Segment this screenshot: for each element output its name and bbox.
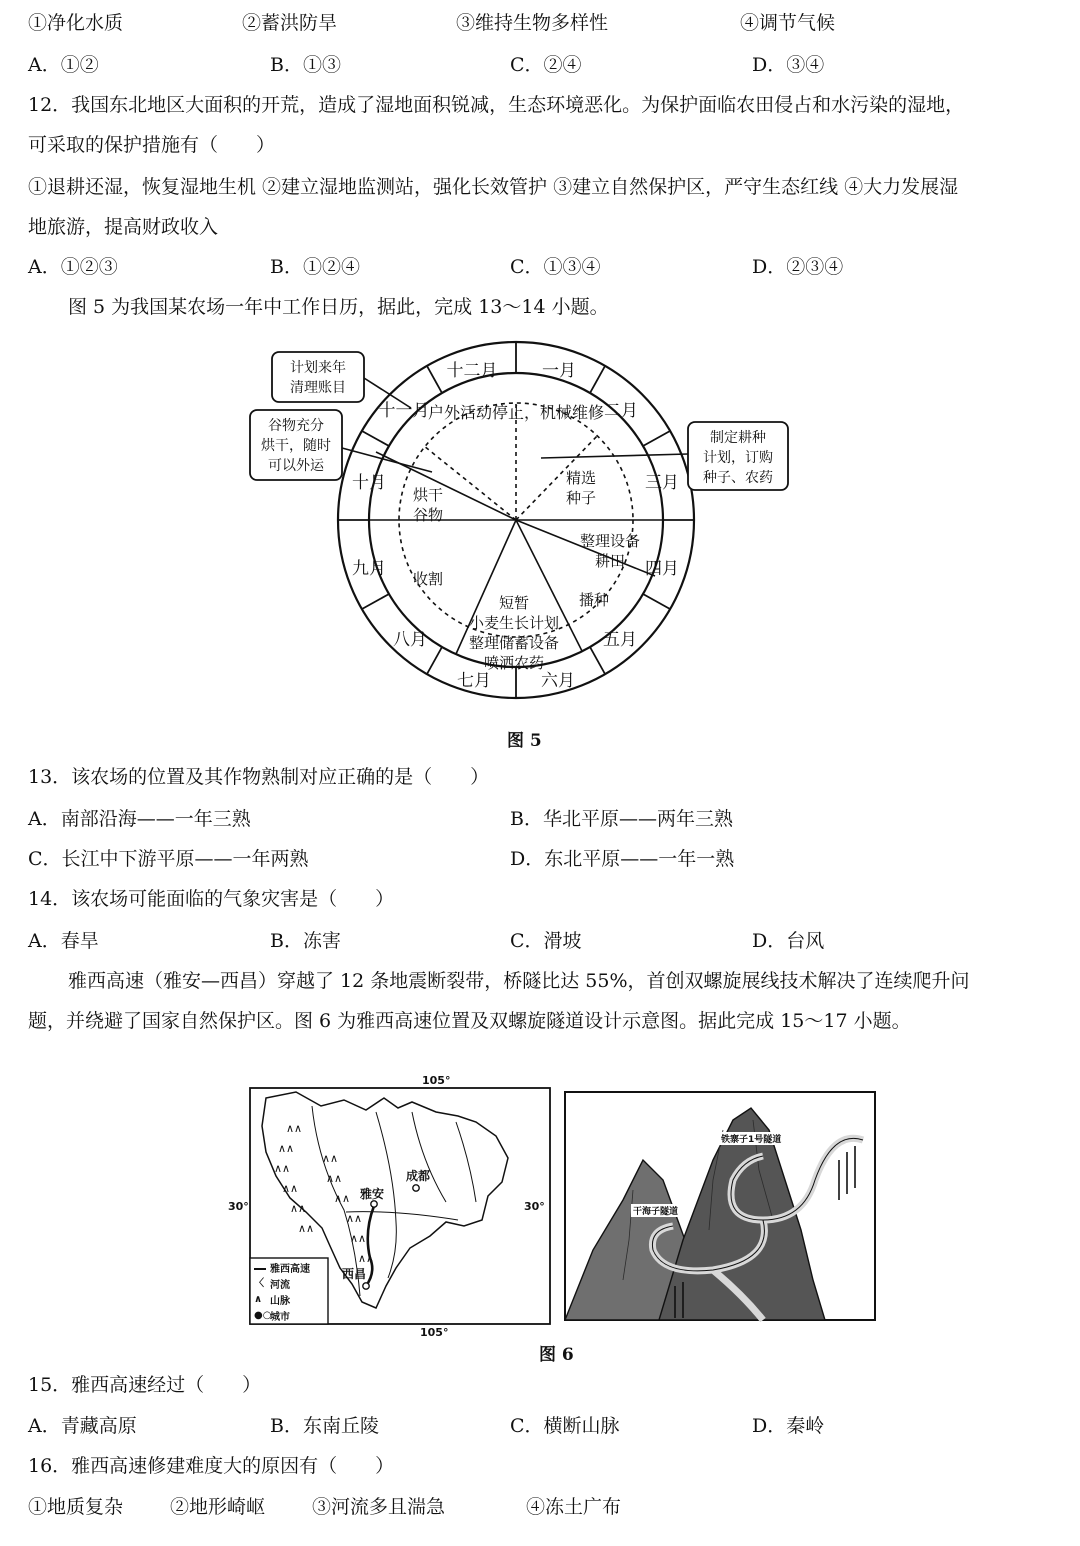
sector-harvest: 收割: [412, 570, 444, 588]
q13-stem: 13．该农场的位置及其作物熟制对应正确的是（ ）: [28, 766, 490, 788]
q13-option-b: B．华北平原——两年三熟: [510, 808, 733, 830]
q16-item-3: ③河流多且湍急: [312, 1496, 446, 1518]
sector-select-1: 精选: [565, 469, 597, 487]
month-label: 九月: [352, 559, 386, 579]
figure5-caption: 图 5: [507, 731, 542, 751]
yaxi-location-map: [226, 1072, 556, 1340]
callout-grain-1: 谷物充分: [268, 418, 324, 434]
month-label: 二月: [604, 401, 638, 421]
legend-mountain-symbol: ∧: [254, 1294, 263, 1305]
figure6-caption: 图 6: [539, 1345, 574, 1365]
q16-item-4: ④冻土广布: [526, 1496, 622, 1518]
sector-prepare-1: 整理设备: [579, 532, 641, 550]
month-label: 一月: [542, 361, 576, 381]
sector-dry-1: 烘干: [412, 486, 444, 504]
month-divider: [590, 647, 605, 674]
callout-plan-2: 清理账目: [290, 380, 346, 396]
city-yaan-marker: [371, 1201, 377, 1207]
sector-dry-2: 谷物: [412, 506, 444, 524]
month-divider: [427, 366, 442, 393]
q11-option-c: C．②④: [510, 54, 582, 76]
q13-option-a: A．南部沿海——一年三熟: [28, 808, 251, 830]
sector-prepare-2: 耕田: [594, 552, 626, 570]
q15-stem: 15．雅西高速经过（ ）: [28, 1374, 262, 1396]
sector-summer-3: 整理储蓄设备: [468, 634, 560, 652]
month-label: 十月: [352, 473, 386, 493]
legend-river-label: 河流: [270, 1280, 290, 1291]
q11-option-a: A．①②: [28, 54, 99, 76]
lat-label-right: 30°: [524, 1200, 545, 1213]
svg-text:∧∧: ∧∧: [346, 1212, 363, 1225]
lat-label-left: 30°: [228, 1200, 249, 1213]
q13-option-c: C．长江中下游平原——一年两熟: [28, 848, 309, 870]
callout-seed-3: 种子、农药: [703, 470, 773, 486]
svg-text:∧∧: ∧∧: [334, 1192, 351, 1205]
month-label: 三月: [645, 473, 679, 493]
svg-text:∧∧: ∧∧: [298, 1222, 315, 1235]
q14-option-d: D．台风: [752, 930, 825, 952]
q16-item-2: ②地形崎岖: [170, 1496, 266, 1518]
q15-option-c: C．横断山脉: [510, 1415, 620, 1437]
figure6-intro-line1: 雅西高速（雅安—西昌）穿越了 12 条地震断裂带，桥隧比达 55%，首创双螺旋展线技术解决了连续爬升问: [68, 970, 970, 992]
city-chengdu-label: 成都: [406, 1169, 431, 1183]
q12-items-line1: ①退耕还湿，恢复湿地生机 ②建立湿地监测站，强化长效管护 ③建立自然保护区，严守生态红线 ④大力发展湿: [28, 176, 959, 198]
svg-text:∧∧: ∧∧: [282, 1182, 299, 1195]
month-label: 四月: [645, 559, 679, 579]
month-divider: [590, 366, 605, 393]
q11-option-b: B．①③: [270, 54, 341, 76]
q12-option-c: C．①③④: [510, 256, 601, 278]
q14-stem: 14．该农场可能面临的气象灾害是（ ）: [28, 888, 395, 910]
callout-grain-3: 可以外运: [268, 458, 324, 474]
q13-option-d: D．东北平原——一年一熟: [510, 848, 735, 870]
month-divider: [643, 431, 670, 446]
lon-label-top: 105°: [422, 1074, 451, 1087]
month-label: 七月: [457, 671, 491, 691]
legend-mountain-label: 山脉: [270, 1296, 290, 1307]
callout-seed-1: 制定耕种: [710, 430, 766, 446]
month-divider: [643, 594, 670, 609]
month-divider: [427, 647, 442, 674]
figure6-intro-line2: 题，并绕避了国家自然保护区。图 6 为雅西高速位置及双螺旋隧道设计示意图。据此完成 15～17 小题。: [28, 1010, 911, 1032]
q14-option-c: C．滑坡: [510, 930, 582, 952]
q14-option-a: A．春旱: [28, 930, 99, 952]
legend-road-label: 雅西高速: [270, 1264, 310, 1275]
tunnel-label-1: 铁寨子1号隧道: [721, 1135, 782, 1145]
month-label: 十二月: [446, 361, 498, 381]
legend-city-symbol: ●○: [254, 1310, 272, 1321]
svg-text:∧∧: ∧∧: [274, 1162, 291, 1175]
farm-calendar-figure: [236, 340, 808, 710]
q11-item-2: ②蓄洪防旱: [242, 12, 338, 34]
svg-text:∧∧: ∧∧: [278, 1142, 295, 1155]
sector-select-2: 种子: [565, 489, 597, 507]
q12-option-b: B．①②④: [270, 256, 360, 278]
q14-option-b: B．冻害: [270, 930, 341, 952]
month-label: 五月: [603, 630, 637, 650]
callout-plan-1: 计划来年: [290, 360, 346, 376]
tunnel-label-2: 干海子隧道: [633, 1207, 679, 1217]
legend-city-label: 城市: [270, 1312, 290, 1323]
month-divider: [362, 594, 389, 609]
callout-seed-pointer: [541, 454, 688, 458]
callout-grain-2: 烘干，随时: [261, 438, 331, 454]
svg-text:∧∧: ∧∧: [358, 1252, 375, 1265]
svg-text:∧∧: ∧∧: [290, 1202, 307, 1215]
figure5-intro: 图 5 为我国某农场一年中工作日历，据此，完成 13～14 小题。: [68, 296, 609, 318]
q12-items-line2: 地旅游，提高财政收入: [28, 216, 219, 238]
lon-label-bottom: 105°: [420, 1326, 449, 1339]
q16-item-1: ①地质复杂: [28, 1496, 124, 1518]
q12-option-d: D．②③④: [752, 256, 844, 278]
city-xichang-label: 西昌: [342, 1267, 367, 1281]
sector-summer-1: 短暂: [498, 594, 530, 612]
callout-seed-2: 计划，订购: [703, 450, 773, 466]
q15-option-b: B．东南丘陵: [270, 1415, 379, 1437]
svg-text:∧∧: ∧∧: [350, 1232, 367, 1245]
month-label: 十一月: [378, 401, 430, 421]
q15-option-a: A．青藏高原: [28, 1415, 137, 1437]
q16-stem: 16．雅西高速修建难度大的原因有（ ）: [28, 1455, 395, 1477]
spiral-tunnel-diagram: [563, 1090, 877, 1322]
month-label: 八月: [393, 630, 427, 650]
city-yaan-label: 雅安: [360, 1187, 385, 1201]
q11-item-4: ④调节气候: [740, 12, 836, 34]
q15-option-d: D．秦岭: [752, 1415, 825, 1437]
q11-option-d: D．③④: [752, 54, 825, 76]
month-divider: [362, 431, 389, 446]
legend-river-symbol: 〈: [254, 1278, 264, 1289]
svg-text:∧∧: ∧∧: [322, 1152, 339, 1165]
svg-text:∧∧: ∧∧: [286, 1122, 303, 1135]
svg-text:∧∧: ∧∧: [326, 1172, 343, 1185]
q12-stem-line1: 12．我国东北地区大面积的开荒，造成了湿地面积锐减，生态环境恶化。为保护面临农田侵占和水污染的湿地，: [28, 94, 965, 116]
q12-stem-line2: 可采取的保护措施有（ ）: [28, 134, 276, 156]
sector-summer-4: 喷洒农药: [483, 654, 545, 672]
sector-sow: 播种: [578, 591, 610, 609]
city-xichang-marker: [363, 1283, 369, 1289]
sector-summer-2: 小麦生长计划: [468, 614, 560, 632]
month-label: 六月: [541, 671, 575, 691]
city-chengdu-marker: [413, 1185, 419, 1191]
q11-item-3: ③维持生物多样性: [456, 12, 609, 34]
q11-item-1: ①净化水质: [28, 12, 124, 34]
q12-option-a: A．①②③: [28, 256, 118, 278]
sector-winter: 户外活动停止，机械维修: [427, 403, 605, 422]
